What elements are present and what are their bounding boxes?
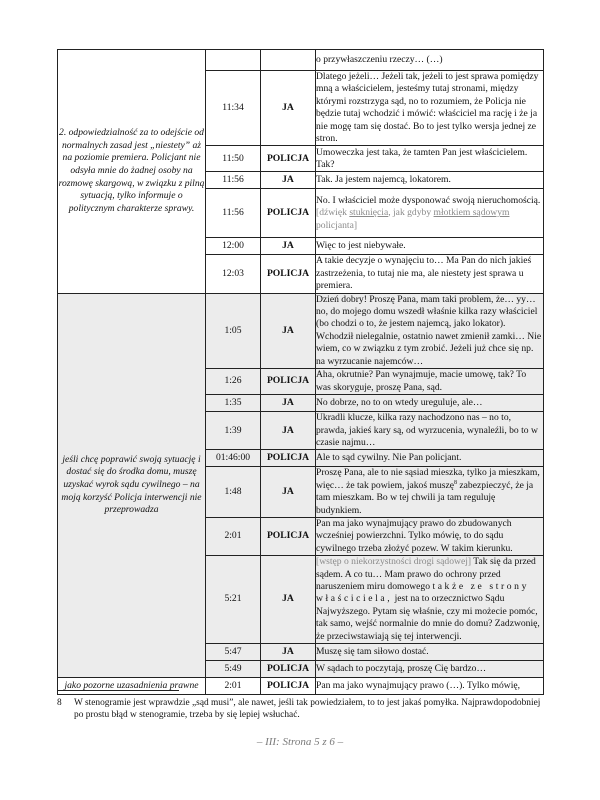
footnote-ref: 8	[454, 479, 457, 486]
utterance-cell: Dlatego jeżeli… Jeżeli tak, jeżeli to jest sprawa pomiędzy mną a właścicielem, jesteśmy tutaj stronami, między którymi rozstrzyga sąd, no to rozumiem, że Policja nie będzie tutaj wchodzić i mówić: właściciel ma rację i że ja nie mogę tam się dostać. Bo to jest tylko wersja jednej ze stron.	[316, 71, 544, 146]
speaker-cell: POLICJA	[261, 517, 316, 555]
speaker-cell: JA	[261, 71, 316, 146]
utterance-cell: No dobrze, no to on wtedy ureguluje, ale…	[316, 395, 544, 412]
utterance-cell: Dzień dobry! Proszę Pana, mam taki problem, że… yy… no, do mojego domu wszedł właśnie kilka razy właściciel (bo chodzi o to, że jestem najemcą, jako lokator). Wchodził nielegalnie, ostatnio nawet zmienił zamki… Nie wiem, co w związku z tym zrobić. Jeżeli już chce się np. na wyrzucanie najemców…	[316, 293, 544, 368]
table-row	[58, 678, 544, 695]
speaker-cell: JA	[261, 238, 316, 255]
utterance-cell: Aha, okrutnie? Pan wynajmuje, macie umowę, tak? To was skoryguje, proszę Pana, sąd.	[316, 369, 544, 395]
timestamp-cell: 11:56	[206, 189, 261, 238]
timestamp-cell: 2:01	[206, 517, 261, 555]
timestamp-cell: 1:39	[206, 412, 261, 450]
speaker-cell: JA	[261, 644, 316, 661]
emphasized-text: także ze strony właściciela,	[316, 580, 529, 605]
page-number: – III: Strona 5 z 6 –	[256, 736, 344, 748]
utterance-cell	[316, 556, 544, 644]
timestamp-cell: 11:56	[206, 172, 261, 189]
transcript-table	[57, 49, 544, 695]
timestamp-cell: 1:48	[206, 467, 261, 518]
utterance-cell: Tak. Ja jestem najemcą, lokatorem.	[316, 172, 544, 189]
speaker-cell: JA	[261, 467, 316, 518]
timestamp-cell	[206, 50, 261, 71]
timestamp-cell: 11:34	[206, 71, 261, 146]
utterance-cell: Muszę się tam siłowo dostać.	[316, 644, 544, 661]
timestamp-cell: 1:26	[206, 369, 261, 395]
speaker-cell: JA	[261, 412, 316, 450]
utterance-cell: Umoweczka jest taka, że tamten Pan jest właścicielem. Tak?	[316, 146, 544, 172]
transcriber-note: [dźwięk stuknięcia, jak gdyby młotkiem sądowym policjanta]	[316, 207, 510, 231]
speaker-cell: POLICJA	[261, 189, 316, 238]
speaker-cell: POLICJA	[261, 678, 316, 695]
utterance-cell	[316, 467, 544, 518]
speaker-cell: JA	[261, 293, 316, 368]
context-note: 2. odpowiedzialność za to odejście od normalnych zasad jest „niestety” aż na poziomie premiera. Policjant nie odsyła mnie do żadnej osoby na rozmowę skargową, w związku z pilną sytuacją, tylko informuje o politycznym charakterze sprawy.	[58, 50, 206, 294]
utterance-cell: Pan ma jako wynajmujący prawo (…). Tylko mówię,	[316, 678, 544, 695]
timestamp-cell: 1:35	[206, 395, 261, 412]
speaker-cell: POLICJA	[261, 146, 316, 172]
speaker-cell: JA	[261, 172, 316, 189]
context-note: jeśli chcę poprawić swoją sytuację i dostać się do środka domu, muszę uzyskać wyrok sądu cywilnego – na moją korzyść Policja interwencji nie przeprowadza	[58, 293, 206, 677]
transcriber-note: [wstęp o niekorzystności drogi sądowej]	[316, 556, 472, 568]
speaker-cell: JA	[261, 556, 316, 644]
timestamp-cell: 5:47	[206, 644, 261, 661]
timestamp-cell: 5:49	[206, 661, 261, 678]
utterance-cell: Pan ma jako wynajmujący prawo do zbudowanych wcześniej powierzchni. Tylko mówię, to do sądu cywilnego trzeba złożyć pozew. W takim kierunku.	[316, 517, 544, 555]
speaker-cell	[261, 50, 316, 71]
timestamp-cell: 11:50	[206, 146, 261, 172]
footnote-number: 8	[57, 698, 62, 708]
footnote-divider	[57, 690, 179, 691]
utterance-text: zabezpieczyć, że ja tam mieszkam. Bo w tej chwili ja tam reguluję budynkiem.	[316, 479, 534, 516]
utterance-cell: W sądach to poczytają, proszę Cię bardzo…	[316, 661, 544, 678]
utterance-cell: Ale to sąd cywilny. Nie Pan policjant.	[316, 450, 544, 467]
utterance-cell: Ukradli klucze, kilka razy nachodzono nas – no to, prawda, jakieś kary są, od wyrzucenia, wynaleźli, bo to w czasie najmu…	[316, 412, 544, 450]
utterance-cell: o przywłaszczeniu rzeczy… (…)	[316, 50, 544, 71]
table-row	[58, 293, 544, 368]
footnote	[57, 697, 543, 722]
utterance-text: jest na to orzecznictwo Sądu Najwyższego. Pytam się właśnie, czy mi możecie pomóc, tak samo, wejść normalnie do mnie do domu? Zadzwonię, że przeciwstawiają się tej interwencji.	[316, 593, 540, 642]
timestamp-cell: 12:03	[206, 255, 261, 293]
speaker-cell: POLICJA	[261, 661, 316, 678]
timestamp-cell: 1:05	[206, 293, 261, 368]
speaker-cell: POLICJA	[261, 255, 316, 293]
context-note: jako pozorne uzasadnienia prawne	[58, 678, 206, 695]
speaker-cell: POLICJA	[261, 369, 316, 395]
utterance-cell: Więc to jest niebywałe.	[316, 238, 544, 255]
speaker-cell: POLICJA	[261, 450, 316, 467]
utterance-cell	[316, 189, 544, 238]
timestamp-cell: 5:21	[206, 556, 261, 644]
utterance-text: Proszę Pana, ale to nie sąsiad mieszka, tylko ja mieszkam, więc… że tak powiem, jakoś muszę	[316, 467, 540, 491]
utterance-text: No. I właściciel może dysponować swoją nieruchomością.	[316, 194, 541, 206]
timestamp-cell: 2:01	[206, 678, 261, 695]
speaker-cell: JA	[261, 395, 316, 412]
utterance-text: Tak się da przed sądem. A co tu… Mam prawo do ochrony przed naruszeniem miru domowego	[316, 556, 536, 592]
footnote-text: W stenogramie jest wprawdzie „sąd musi”, ale nawet, jeśli tak powiedziałem, to to jest jakaś pomyłka. Najprawdopodobniej po prostu błąd w stenogramie, trzeba by się lepiej wsłuchać.	[74, 698, 541, 721]
table-row	[58, 50, 544, 71]
timestamp-cell: 12:00	[206, 238, 261, 255]
utterance-cell: A takie decyzje o wynajęciu to… Ma Pan do nich jakieś zastrzeżenia, to tutaj nie ma, ale niestety jest sprawa u premiera.	[316, 255, 544, 293]
timestamp-cell: 01:46:00	[206, 450, 261, 467]
